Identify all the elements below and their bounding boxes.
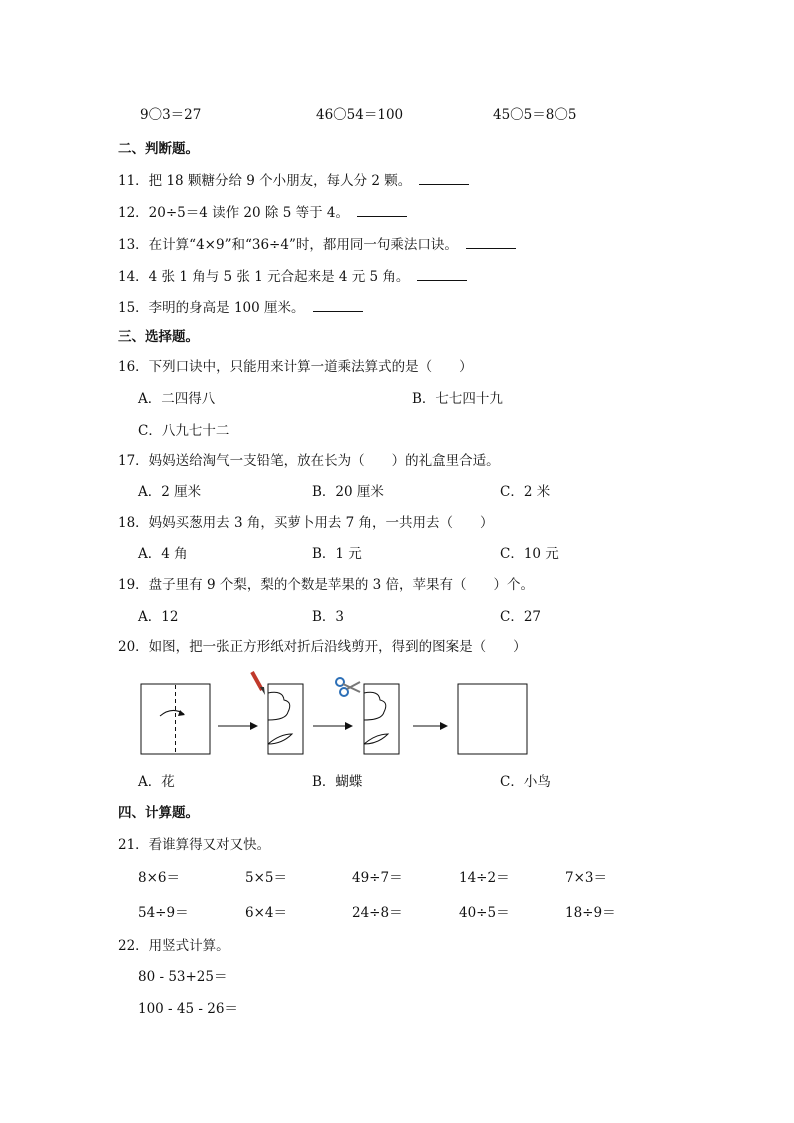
question-14: [118, 268, 467, 286]
q20-option-a[interactable]: A．花: [138, 774, 175, 790]
top-expr-2: 46〇54＝100: [316, 107, 404, 123]
arrow-right-icon: [413, 722, 448, 730]
question-11: [118, 172, 469, 190]
question-18: 18．妈妈买葱用去 3 角，买萝卜用去 7 角，一共用去（ ）: [118, 515, 494, 531]
paper-fold-figure: [138, 668, 538, 762]
question-13-text: 13．在计算“4×9”和“36÷4”时，都用同一句乘法口诀。: [118, 237, 458, 253]
q18-option-a[interactable]: A．4 角: [138, 546, 188, 562]
top-expr-3: 45〇5＝8〇5: [493, 107, 577, 123]
question-15-text: 15．李明的身高是 100 厘米。: [118, 300, 305, 316]
question-22: 22．用竖式计算。: [118, 938, 230, 954]
section-title-calc: 四、计算题。: [118, 805, 199, 821]
question-14-text: 14．4 张 1 角与 5 张 1 元合起来是 4 元 5 角。: [118, 269, 410, 285]
q20-option-c[interactable]: C．小鸟: [500, 774, 551, 790]
answer-blank-12[interactable]: [357, 204, 407, 217]
calc-item: 24÷8＝: [352, 905, 403, 921]
q16-option-c[interactable]: C．八九七十二: [138, 423, 230, 439]
arrow-right-icon: [218, 722, 258, 730]
pencil-icon: [252, 672, 265, 695]
folded-paper-cut-icon: [364, 684, 399, 754]
answer-blank-13[interactable]: [466, 236, 516, 249]
q16-option-b[interactable]: B．七七四十九: [412, 391, 503, 407]
section-title-choice: 三、选择题。: [118, 329, 199, 345]
answer-blank-14[interactable]: [417, 268, 467, 281]
vertical-calc-item: 80 - 53+25＝: [138, 969, 228, 985]
question-12-text: 12．20÷5＝4 读作 20 除 5 等于 4。: [118, 205, 349, 221]
question-11-text: 11．把 18 颗糖分给 9 个小朋友，每人分 2 颗。: [118, 173, 412, 189]
answer-blank-11[interactable]: [419, 172, 469, 185]
question-13: [118, 236, 516, 254]
result-square: [458, 684, 527, 754]
section-title-judge: 二、判断题。: [118, 141, 199, 157]
question-15: [118, 299, 363, 317]
q19-option-c[interactable]: C．27: [500, 609, 542, 625]
q18-option-c[interactable]: C．10 元: [500, 546, 559, 562]
calc-item: 18÷9＝: [565, 905, 616, 921]
calc-item: 49÷7＝: [352, 870, 403, 886]
q17-option-c[interactable]: C．2 米: [500, 484, 551, 500]
q19-option-a[interactable]: A．12: [138, 609, 179, 625]
vertical-calc-item: 100 - 45 - 26＝: [138, 1001, 238, 1017]
q18-option-b[interactable]: B．1 元: [312, 546, 362, 562]
calc-item: 40÷5＝: [459, 905, 510, 921]
q20-option-b[interactable]: B．蝴蝶: [312, 774, 363, 790]
q17-option-b[interactable]: B．20 厘米: [312, 484, 384, 500]
folded-paper-drawn-icon: [268, 684, 303, 754]
calc-item: 14÷2＝: [459, 870, 510, 886]
q16-option-a[interactable]: A．二四得八: [138, 391, 216, 407]
scissors-icon: [336, 678, 360, 696]
calc-item: 5×5＝: [245, 870, 287, 886]
answer-blank-15[interactable]: [313, 299, 363, 312]
square-paper-icon: [141, 684, 210, 754]
q17-option-a[interactable]: A．2 厘米: [138, 484, 202, 500]
question-21: 21．看谁算得又对又快。: [118, 837, 271, 853]
question-19: 19．盘子里有 9 个梨，梨的个数是苹果的 3 倍，苹果有（ ）个。: [118, 577, 535, 593]
calc-item: 54÷9＝: [138, 905, 189, 921]
question-20: 20．如图，把一张正方形纸对折后沿线剪开，得到的图案是（ ）: [118, 639, 527, 655]
top-expr-1: 9〇3＝27: [140, 107, 202, 123]
calc-item: 8×6＝: [138, 870, 180, 886]
calc-item: 7×3＝: [565, 870, 607, 886]
question-12: [118, 204, 407, 222]
arrow-right-icon: [313, 722, 353, 730]
calc-item: 6×4＝: [245, 905, 287, 921]
question-17: 17．妈妈送给淘气一支铅笔，放在长为（ ）的礼盒里合适。: [118, 453, 500, 469]
q19-option-b[interactable]: B．3: [312, 609, 345, 625]
question-16: 16．下列口诀中，只能用来计算一道乘法算式的是（ ）: [118, 359, 473, 375]
